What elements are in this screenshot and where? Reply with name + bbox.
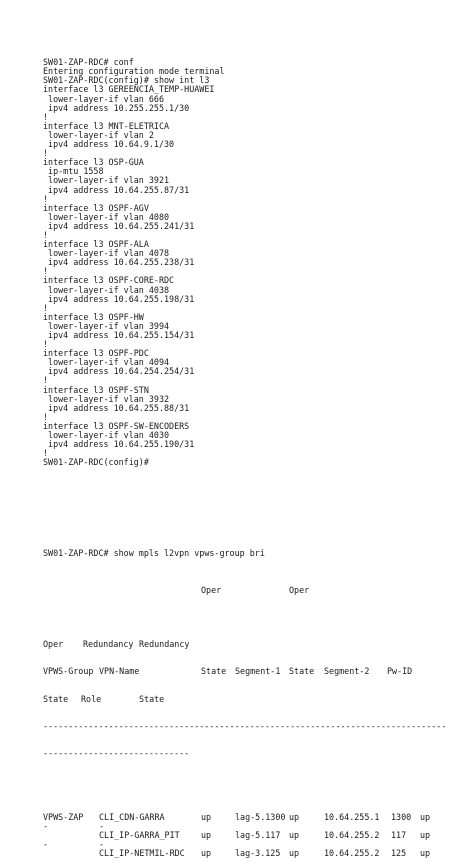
config-line: lower-layer-if vlan 4030 [43, 430, 170, 441]
header-state: State [43, 693, 69, 704]
vpws-header-line-1 [43, 586, 446, 595]
vpn-name-cell: - [99, 821, 105, 832]
config-line: lower-layer-if vlan 2 [43, 129, 154, 140]
terminal-output [43, 40, 446, 868]
oper-state-cell: up [289, 848, 300, 859]
config-line: SW01-ZAP-RDC(config)# show int l3 [43, 75, 210, 86]
config-line: ! [43, 302, 49, 313]
config-line: interface l3 OSPF-STN [43, 384, 149, 395]
vpws-group-cell: VPWS-ZAP [43, 811, 84, 822]
pw-state-cell: up [420, 848, 431, 859]
oper-state-cell: up [289, 811, 300, 822]
config-line: lower-layer-if vlan 3921 [43, 175, 170, 186]
header-state: State [201, 666, 227, 677]
blank-line [43, 486, 446, 495]
blank-line [43, 777, 446, 786]
vpn-name-cell: CLI_IP-GARRA_PIT [99, 830, 180, 841]
pw-id-cell: 125 [391, 848, 407, 859]
config-session [43, 58, 446, 467]
config-line: lower-layer-if vlan 666 [43, 93, 165, 104]
config-line: ipv4 address 10.64.255.238/31 [43, 257, 195, 268]
config-line: ! [43, 375, 49, 386]
config-line: ! [43, 229, 49, 240]
pw-id-cell: 1300 [391, 811, 412, 822]
blank-line [43, 513, 446, 522]
pw-state-cell: up [420, 830, 431, 841]
config-line: ! [43, 411, 49, 422]
vpws-header-line-3 [43, 667, 446, 676]
header-role: Role [81, 693, 102, 704]
header-oper: Oper [289, 584, 310, 595]
config-line: ipv4 address 10.64.9.1/30 [43, 139, 175, 150]
config-line: interface l3 OSPF-CORE-RDC [43, 275, 175, 286]
header-segment-2: Segment-2 [324, 666, 370, 677]
config-line: ! [43, 339, 49, 350]
config-line: interface l3 GEREENCIA_TEMP-HUAWEI [43, 84, 215, 95]
config-line: ipv4 address 10.64.255.241/31 [43, 220, 195, 231]
vpws-group-cell: - [43, 821, 49, 832]
config-line: ipv4 address 10.64.255.88/31 [43, 402, 190, 413]
oper-state-cell: up [201, 811, 212, 822]
table-row [43, 813, 446, 822]
vpws-group-cell: - [43, 839, 49, 850]
config-line: lower-layer-if vlan 4038 [43, 284, 170, 295]
vpws-command-line: SW01-ZAP-RDC# show mpls l2vpn vpws-group bri [43, 548, 265, 559]
vpws-header-line-4 [43, 695, 446, 704]
config-line: interface l3 OSPF-ALA [43, 239, 149, 250]
config-line: interface l3 OSPF-AGV [43, 202, 149, 213]
header-state: State [139, 693, 165, 704]
header-vpn-name: VPN-Name [99, 666, 140, 677]
config-line: ! [43, 193, 49, 204]
segment-1-cell: lag-5.1300 [235, 811, 286, 822]
config-line: interface l3 OSP-GUA [43, 157, 144, 168]
oper-state-cell: up [201, 848, 212, 859]
config-line: lower-layer-if vlan 4094 [43, 357, 170, 368]
pw-state-cell: up [420, 811, 431, 822]
header-oper: Oper [43, 639, 64, 650]
oper-state-cell: up [289, 830, 300, 841]
header-vpws-group: VPWS-Group [43, 666, 94, 677]
table-row [43, 849, 446, 858]
table-row [43, 822, 446, 831]
config-line: lower-layer-if vlan 3932 [43, 393, 170, 404]
pw-id-cell: 117 [391, 830, 407, 841]
segment-2-cell: 10.64.255.1 [324, 811, 380, 822]
config-line: interface l3 OSPF-HW [43, 311, 144, 322]
config-line: ! [43, 266, 49, 277]
config-line: lower-layer-if vlan 4080 [43, 211, 170, 222]
header-redundancy: Redundancy [139, 639, 190, 650]
config-line: ipv4 address 10.64.254.254/31 [43, 366, 195, 377]
config-line: ipv4 address 10.64.255.154/31 [43, 330, 195, 340]
vpn-name-cell: - [99, 839, 105, 850]
segment-1-cell: lag-5.117 [235, 830, 281, 841]
config-line: interface l3 OSPF-PDC [43, 348, 149, 359]
header-oper: Oper [201, 584, 222, 595]
config-line: ipv4 address 10.64.255.190/31 [43, 439, 195, 450]
config-line: ! [43, 148, 49, 159]
segment-2-cell: 10.64.255.2 [324, 848, 380, 859]
vpn-name-cell: CLI_CDN-GARRA [99, 811, 165, 822]
config-line: ! [43, 448, 49, 459]
header-redundancy: Redundancy [83, 639, 134, 650]
config-line: SW01-ZAP-RDC(config)# [43, 457, 149, 468]
config-line: ipv4 address 10.255.255.1/30 [43, 102, 190, 113]
config-line: Entering configuration mode terminal [43, 66, 225, 77]
config-line: SW01-ZAP-RDC# conf [43, 57, 134, 68]
config-line: lower-layer-if vlan 3994 [43, 320, 170, 331]
table-separator: ----------------------------- [43, 748, 190, 759]
segment-2-cell: 10.64.255.2 [324, 830, 380, 841]
table-separator: -------------------------------------------------------------------------------- [43, 721, 447, 732]
config-line: lower-layer-if vlan 4078 [43, 248, 170, 259]
header-segment-1: Segment-1 [235, 666, 281, 677]
segment-1-cell: lag-3.125 [235, 848, 281, 859]
config-line: interface l3 OSPF-SW-ENCODERS [43, 420, 190, 431]
table-row [43, 840, 446, 849]
config-line: interface l3 MNT-ELETRICA [43, 120, 170, 131]
header-state: State [289, 666, 315, 677]
blank-line [43, 613, 446, 622]
oper-state-cell: up [201, 830, 212, 841]
config-line: ipv4 address 10.64.255.198/31 [43, 293, 195, 304]
config-line: ! [43, 111, 49, 122]
config-line: ip-mtu 1558 [43, 166, 104, 177]
config-line: ipv4 address 10.64.255.87/31 [43, 184, 190, 195]
header-pw-id: Pw-ID [387, 666, 413, 677]
vpws-table-body [43, 813, 446, 858]
vpws-header-line-2 [43, 640, 446, 649]
table-row [43, 831, 446, 840]
vpn-name-cell: CLI_IP-NETMIL-RDC [99, 848, 185, 859]
